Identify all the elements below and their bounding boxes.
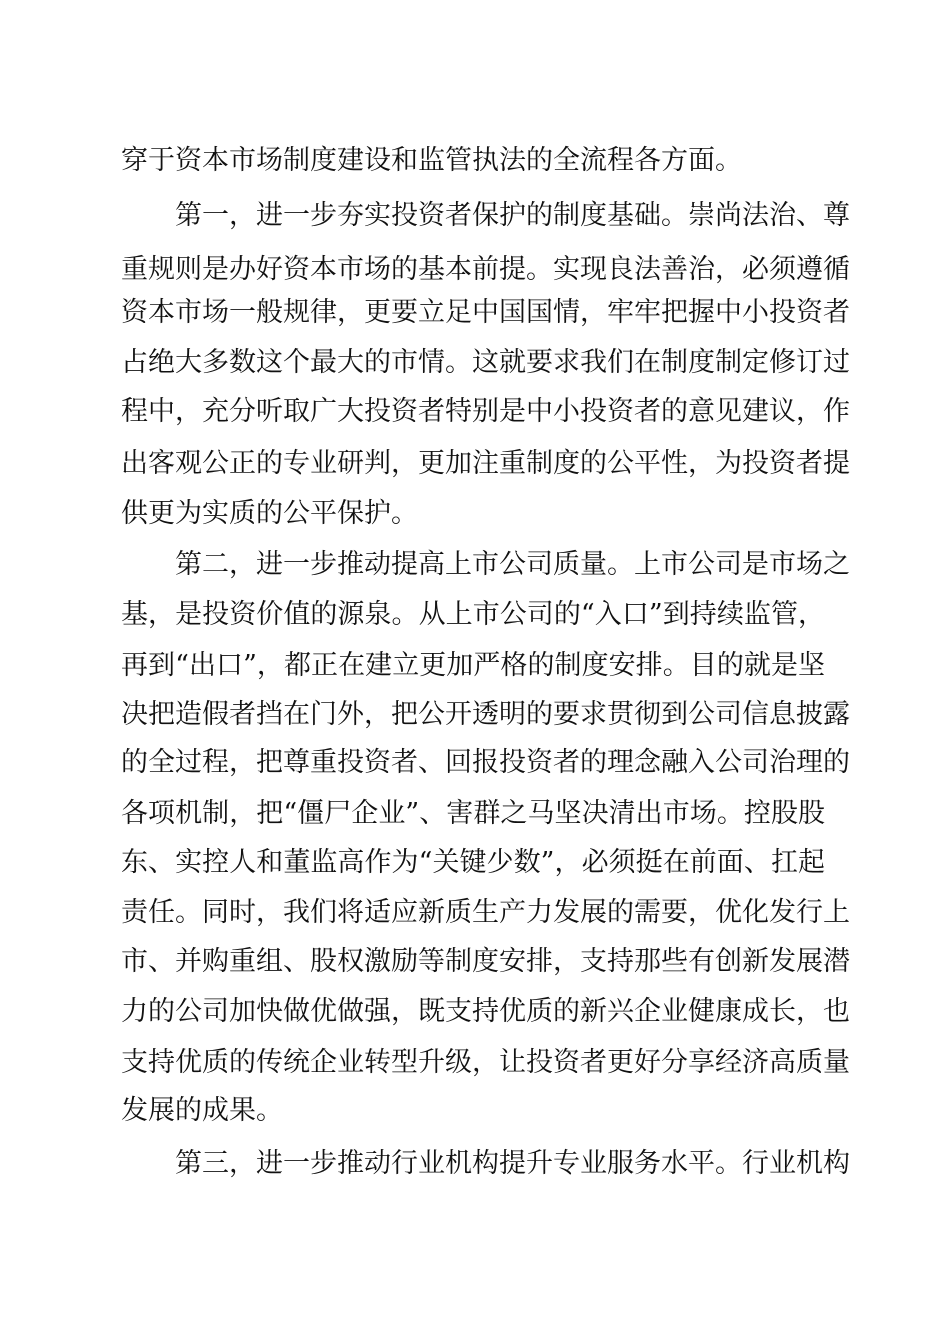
text-line (0, 141, 950, 181)
text-line (0, 196, 950, 236)
text-line (0, 494, 950, 534)
text-line-content: 第二，进一步推动提高上市公司质量。上市公司是市场之 (175, 549, 850, 580)
text-line (0, 545, 950, 585)
text-line (0, 595, 950, 635)
text-line (0, 843, 950, 883)
text-line (0, 1144, 950, 1184)
text-line-content: 资本市场一般规律，更要立足中国国情，牢牢把握中小投资者 (121, 297, 850, 328)
text-line (0, 893, 950, 933)
text-line-content: 责任。同时，我们将适应新质生产力发展的需要，优化发行上 (121, 897, 850, 928)
text-line (0, 343, 950, 383)
text-line-content: 力的公司加快做优做强，既支持优质的新兴企业健康成长，也 (121, 996, 850, 1027)
text-line (0, 392, 950, 432)
text-line (0, 695, 950, 735)
text-line-content: 发展的成果。 (121, 1095, 283, 1126)
text-line-content: 再到“出口”，都正在建立更加严格的制度安排。目的就是坚 (121, 650, 825, 681)
text-line-content: 出客观公正的专业研判，更加注重制度的公平性，为投资者提 (121, 448, 850, 479)
text-line (0, 794, 950, 834)
text-line (0, 992, 950, 1032)
text-line-content: 重规则是办好资本市场的基本前提。实现良法善治，必须遵循 (121, 254, 850, 285)
text-line-content: 市、并购重组、股权激励等制度安排，支持那些有创新发展潜 (121, 946, 850, 977)
text-line (0, 293, 950, 333)
text-line (0, 1043, 950, 1083)
text-line-content: 的全过程，把尊重投资者、回报投资者的理念融入公司治理的 (121, 747, 850, 778)
text-line-content: 决把造假者挡在门外，把公开透明的要求贯彻到公司信息披露 (121, 699, 850, 730)
text-line-content: 供更为实质的公平保护。 (121, 498, 418, 529)
text-line (0, 942, 950, 982)
text-line (0, 250, 950, 290)
text-line (0, 444, 950, 484)
text-line-content: 占绝大多数这个最大的市情。这就要求我们在制度制定修订过 (121, 347, 850, 378)
text-line-content: 穿于资本市场制度建设和监管执法的全流程各方面。 (121, 145, 742, 176)
text-line-content: 东、实控人和董监高作为“关键少数”，必须挺在前面、扛起 (121, 847, 825, 878)
text-line (0, 1091, 950, 1131)
text-line-content: 第三，进一步推动行业机构提升专业服务水平。行业机构 (175, 1148, 850, 1179)
text-line-content: 各项机制，把“僵尸企业”、害群之马坚决清出市场。控股股 (121, 798, 825, 829)
text-line (0, 646, 950, 686)
text-line-content: 程中，充分听取广大投资者特别是中小投资者的意见建议，作 (121, 396, 850, 427)
text-line-content: 基，是投资价值的源泉。从上市公司的“入口”到持续监管， (121, 599, 825, 630)
text-line (0, 743, 950, 783)
text-line-content: 第一，进一步夯实投资者保护的制度基础。崇尚法治、尊 (175, 200, 850, 231)
text-line-content: 支持优质的传统企业转型升级，让投资者更好分享经济高质量 (121, 1047, 850, 1078)
